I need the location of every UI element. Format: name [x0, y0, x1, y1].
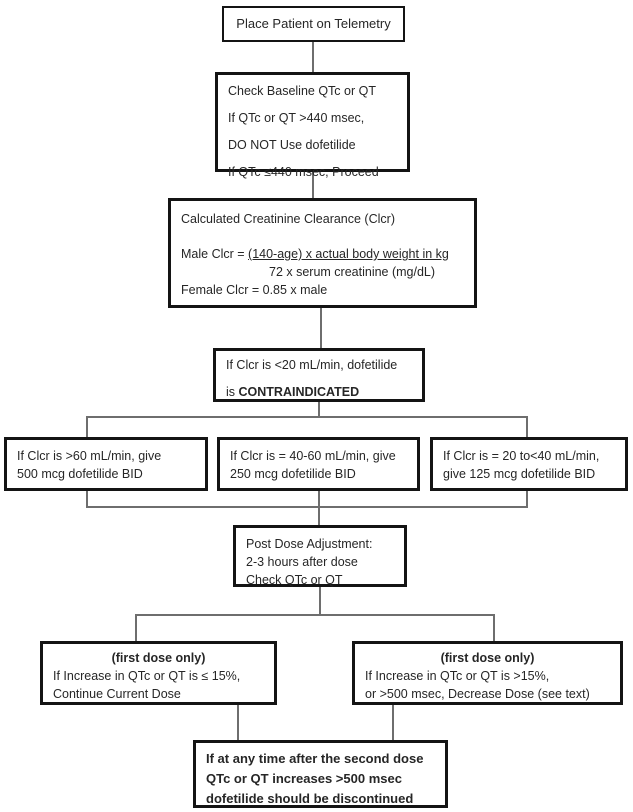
flow-box-telemetry [222, 6, 405, 42]
contraindicated-bold-text: CONTRAINDICATED [238, 385, 360, 399]
flow-box-first-dose-decrease [352, 641, 623, 705]
connector-telemetry-baseline [312, 42, 314, 72]
connector-continue-discontinue [237, 705, 239, 740]
connector-split-first-dose-continue [135, 614, 137, 641]
collector-line-dose-row [86, 506, 528, 508]
baseline-line: DO NOT Use dofetilide [228, 138, 356, 152]
connector-split-dose-low [526, 416, 528, 437]
connector-decrease-discontinue [392, 705, 394, 740]
flow-box-post-dose-adjustment [233, 525, 407, 587]
split-line-dose-row [86, 416, 528, 418]
discontinue-line: QTc or QT increases >500 msec [206, 771, 402, 786]
connector-dose-mid-postdose [318, 491, 320, 525]
dose-500-line: 500 mcg dofetilide BID [17, 467, 143, 481]
first-dose-continue-line: If Increase in QTc or QT is ≤ 15%, [53, 669, 241, 683]
flow-box-dose-250 [217, 437, 420, 491]
baseline-line: If QTc or QT >440 msec, [228, 111, 365, 125]
first-dose-decrease-line: If Increase in QTc or QT is >15%, [365, 669, 550, 683]
clearance-female-formula: Female Clcr = 0.85 x male [181, 283, 328, 297]
dose-250-line: If Clcr is = 40-60 mL/min, give [230, 449, 396, 463]
discontinue-line: If at any time after the second dose [206, 751, 424, 766]
first-dose-decrease-line: or >500 msec, Decrease Dose (see text) [365, 687, 590, 701]
flow-box-dose-500 [4, 437, 208, 491]
baseline-line: If QTc ≤440 msec, Proceed [228, 165, 379, 179]
flow-box-first-dose-continue [40, 641, 277, 705]
first-dose-decrease-header: (first dose only) [440, 651, 535, 665]
dose-250-line: 250 mcg dofetilide BID [230, 467, 356, 481]
flow-box-contraindicated [213, 348, 425, 402]
split-line-first-dose [135, 614, 495, 616]
connector-clearance-contraindicated [320, 308, 322, 348]
first-dose-continue-header: (first dose only) [111, 651, 206, 665]
clearance-male-formula: Male Clcr = (140-age) x actual body weight in kg [181, 247, 449, 261]
contraindicated-line1: If Clcr is <20 mL/min, dofetilide [226, 358, 398, 372]
baseline-line: Check Baseline QTc or QT [228, 84, 376, 98]
dose-125-line: If Clcr is = 20 to<40 mL/min, [443, 449, 600, 463]
flow-box-baseline-qtc [215, 72, 410, 179]
connector-split-dose-high [86, 416, 88, 437]
flow-box-dose-125 [430, 437, 628, 491]
clearance-formula-denominator: 72 x serum creatinine (mg/dL) [269, 265, 436, 279]
clearance-formula-numerator: (140-age) x actual body weight in kg [248, 247, 449, 261]
dose-125-line: give 125 mcg dofetilide BID [443, 467, 596, 481]
contraindicated-line2: is CONTRAINDICATED [226, 385, 360, 399]
connector-split-first-dose-decrease [493, 614, 495, 641]
first-dose-continue-line: Continue Current Dose [53, 687, 181, 701]
post-dose-line: 2-3 hours after dose [246, 555, 358, 569]
post-dose-line: Post Dose Adjustment: [246, 537, 373, 551]
discontinue-line: dofetilide should be discontinued [206, 791, 414, 806]
post-dose-line: Check QTc or QT [246, 573, 343, 587]
clearance-title: Calculated Creatinine Clearance (Clcr) [181, 212, 395, 226]
telemetry-text: Place Patient on Telemetry [236, 16, 391, 31]
dose-500-line: If Clcr is >60 mL/min, give [17, 449, 162, 463]
flow-box-discontinue [193, 740, 448, 808]
flow-box-creatinine-clearance [168, 198, 477, 308]
